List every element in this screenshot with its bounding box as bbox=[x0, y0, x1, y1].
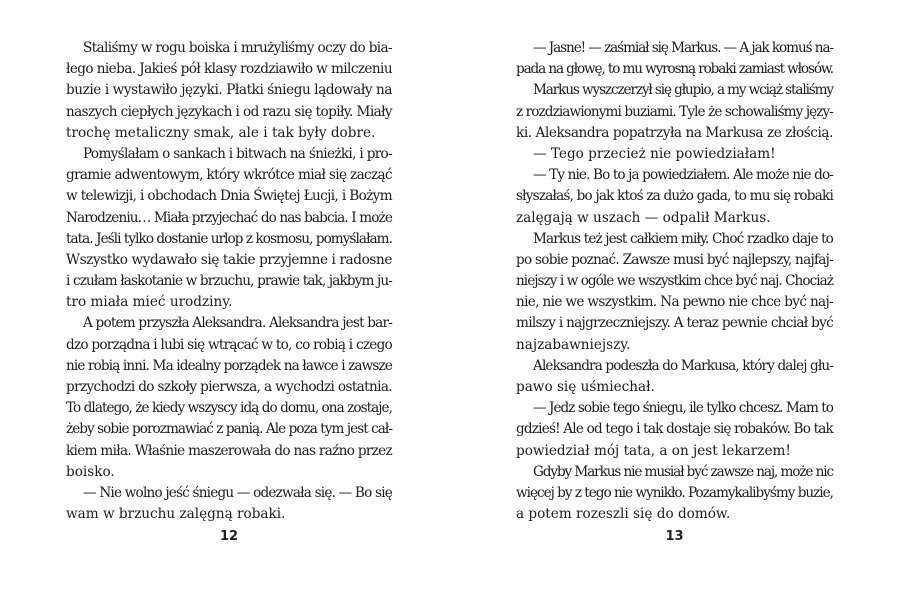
text-line: — Nie wolno jeść śniegu — odezwała się. — Bo się bbox=[83, 484, 392, 501]
text-line: buzie i wystawiło języki. Płatki śniegu lądowały na bbox=[66, 82, 392, 99]
text-line: kiem miła. Właśnie maszerowała do nas raźno przez bbox=[66, 442, 392, 459]
text-line: Pomyślałam o sankach i bitwach na śnieżki, i pro- bbox=[83, 145, 392, 162]
text-line: najzabawniejszy. bbox=[516, 336, 631, 353]
text-line: Markus też jest całkiem miły. Choć rzadko daje to bbox=[533, 230, 833, 247]
page-text bbox=[66, 38, 392, 525]
page-number: 13 bbox=[665, 529, 684, 544]
text-line: i czułam łaskotanie w brzuchu, prawie tak, jakbym ju- bbox=[66, 273, 392, 290]
text-line: boisko. bbox=[66, 463, 115, 480]
text-line: gramie adwentowym, który wkrótce miał się zacząć bbox=[66, 167, 392, 184]
text-line: łego nieba. Jakieś pół klasy rozdziawiło w milczeniu bbox=[66, 61, 392, 78]
text-line: pada na głowę, to mu wyrosną robaki zamiast włosów. bbox=[516, 61, 833, 78]
text-line: naszych ciepłych językach i od razu się topiły. Miały bbox=[66, 103, 392, 120]
text-line: tata. Jeśli tylko dostanie urlop z kosmosu, pomyślałam. bbox=[66, 230, 392, 247]
text-line: — Jedz sobie tego śniegu, ile tylko chcesz. Mam to bbox=[533, 400, 833, 417]
text-line: A potem przyszła Aleksandra. Aleksandra jest bar- bbox=[83, 315, 392, 332]
text-line: wam w brzuchu zalęgną robaki. bbox=[66, 506, 286, 523]
text-line: więcej by z tego nie wynikło. Pozamykalibyśmy buzie, bbox=[516, 484, 833, 501]
text-line: — Ty nie. Bo to ja powiedziałem. Ale może nie do- bbox=[533, 167, 833, 184]
text-line: trochę metaliczny smak, ale i tak były dobre. bbox=[66, 124, 376, 141]
text-line: Gdyby Markus nie musiał być zawsze naj, może nic bbox=[533, 463, 833, 480]
text-line: powiedział mój tata, a on jest lekarzem! bbox=[516, 442, 791, 459]
page-right bbox=[516, 0, 833, 600]
text-line: niejszy i w ogóle we wszystkim chce być naj. Chociaż bbox=[516, 273, 834, 290]
text-line: przychodzi do szkoły pierwsza, a wychodzi ostatnia. bbox=[66, 379, 392, 395]
page-number: 12 bbox=[219, 529, 239, 544]
text-line: w telewizji, i obchodach Dnia Świętej Łucji, i Bożym bbox=[66, 188, 392, 205]
text-line: pawo się uśmiechał. bbox=[516, 379, 655, 395]
text-line: — Jasne! — zaśmiał się Markus. — A jak komuś na- bbox=[533, 40, 833, 56]
text-line: po sobie poznać. Zawsze musi być najlepszy, najfaj- bbox=[516, 251, 833, 268]
text-line: Markus wyszczerzył się głupio, a my wciąż staliśmy bbox=[533, 82, 833, 99]
text-line: Aleksandra podeszła do Markusa, który dalej głu- bbox=[533, 357, 833, 374]
text-line: ki. Aleksandra popatrzyła na Markusa ze złością. bbox=[516, 124, 833, 141]
text-line: Wszystko wydawało się takie przyjemne i radosne bbox=[66, 251, 392, 268]
text-line: z rozdziawionymi buziami. Tyle że schowaliśmy języ- bbox=[516, 103, 833, 120]
text-line: tro miała mieć urodziny. bbox=[66, 294, 233, 311]
text-line: a potem rozeszli się do domów. bbox=[516, 506, 731, 523]
text-line: dzo porządna i lubi się wtrącać w to, co robią i czego bbox=[66, 336, 392, 353]
text-line: Narodzeniu… Miała przyjechać do nas babcia. I może bbox=[66, 209, 392, 226]
text-line: Staliśmy w rogu boiska i mrużyliśmy oczy do bia- bbox=[83, 40, 392, 56]
text-line: zalęgają w uszach — odpalił Markus. bbox=[516, 209, 771, 226]
page-left bbox=[66, 0, 392, 600]
text-line: nie, nie we wszystkim. Na pewno nie chce być naj- bbox=[516, 294, 833, 311]
page-text bbox=[516, 38, 833, 525]
text-line: gdzieś! Ale od tego i tak dostaje się robaków. Bo tak bbox=[516, 421, 833, 438]
text-line: — Tego przecież nie powiedziałam! bbox=[533, 145, 776, 162]
text-line: nie robią inni. Ma idealny porządek na ławce i zawsze bbox=[66, 357, 392, 374]
text-line: milszy i najgrzeczniejszy. A teraz pewnie chciał być bbox=[516, 315, 833, 332]
text-line: żeby sobie porozmawiać z panią. Ale poza tym jest cał- bbox=[66, 421, 392, 438]
text-line: słyszałaś, bo jak ktoś za dużo gada, to mu się robaki bbox=[516, 188, 833, 205]
text-line: To dlatego, że kiedy wszyscy idą do domu, ona zostaje, bbox=[66, 400, 392, 417]
